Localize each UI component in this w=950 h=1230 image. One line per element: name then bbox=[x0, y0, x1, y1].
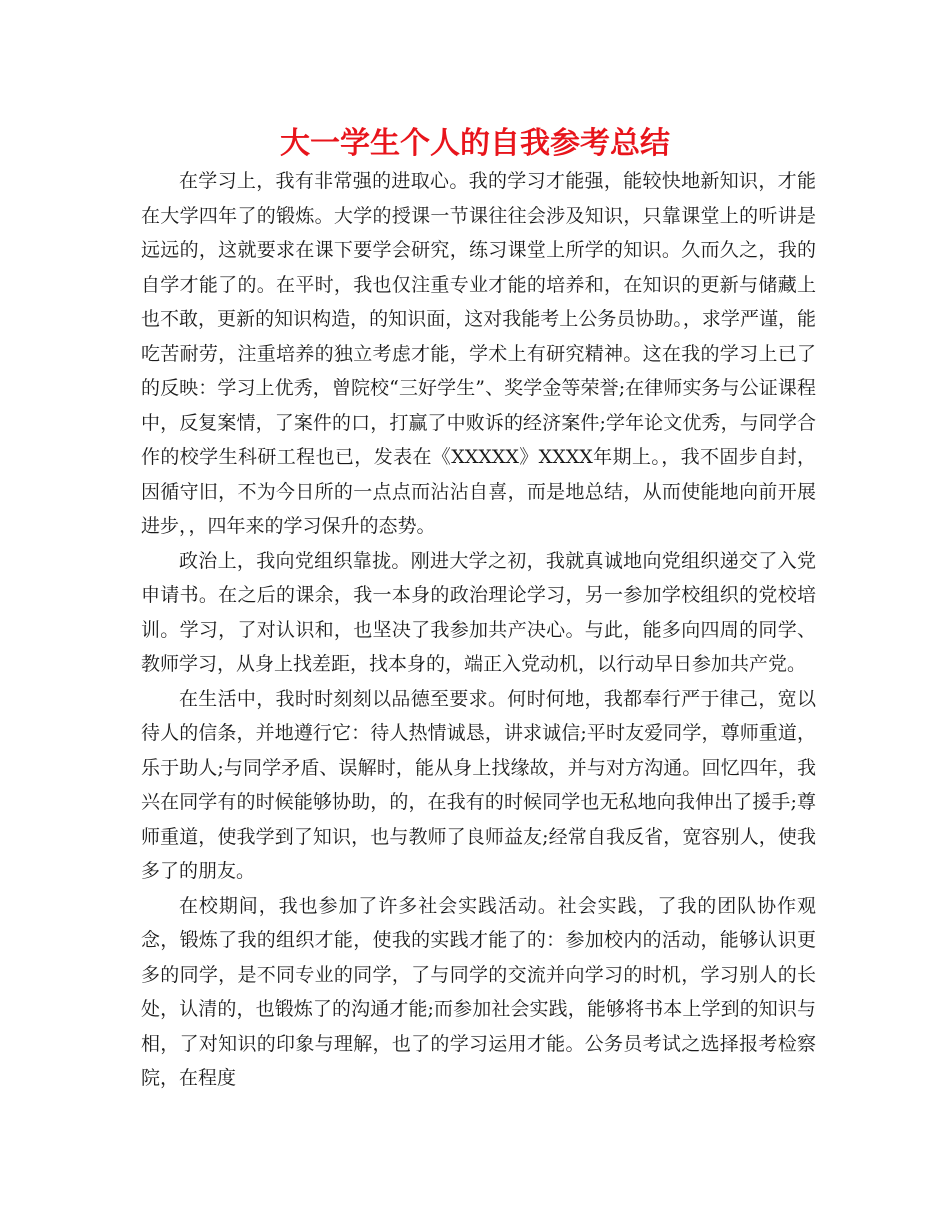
paragraph-practice: 在校期间，我也参加了许多社会实践活动。社会实践，了我的团队协作观念，锻炼了我的组织才能，使我的实践才能了的：参加校内的活动，能够认识更多的同学，是不同专业的同学，了与同学的交流并向学习的时机，学习别人的长处，认清的，也锻炼了的沟通才能;而参加社会实践，能够将书本上学到的知识与相，了对知识的印象与理解，也了的学习运用才能。公务员考试之选择报考检察院，在程度 bbox=[141, 894, 816, 1089]
paragraph-life: 在生活中，我时时刻刻以品德至要求。何时何地，我都奉行严于律己，宽以待人的信条，并地遵行它：待人热情诚恳，讲求诚信;平时友爱同学，尊师重道，乐于助人;与同学矛盾、误解时，能从身上找缘故，并与对方沟通。回忆四年，我兴在同学有的时候能够协助，的，在我有的时候同学也无私地向我伸出了援手;尊师重道，使我学到了知识，也与教师了良师益友;经常自我反省，宽容别人，使我多了的朋友。 bbox=[141, 687, 816, 882]
document-title: 大一学生个人的自我参考总结 bbox=[280, 126, 670, 161]
document-body bbox=[141, 164, 816, 1096]
paragraph-politics: 政治上，我向党组织靠拢。刚进大学之初，我就真诚地向党组织递交了入党申请书。在之后的课余，我一本身的政治理论学习，另一参加学校组织的党校培训。学习，了对认识和，也坚决了我参加共产决心。与此，能多向四周的同学、教师学习，从身上找差距，找本身的，端正入党动机，以行动早日参加共产党。 bbox=[141, 549, 816, 675]
paragraph-study: 在学习上，我有非常强的进取心。我的学习才能强，能较快地新知识，才能在大学四年了的锻炼。大学的授课一节课往往会涉及知识，只靠课堂上的听讲是远远的，这就要求在课下要学会研究，练习课堂上所学的知识。久而久之，我的自学才能了的。在平时，我也仅注重专业才能的培养和，在知识的更新与储藏上也不敢，更新的知识构造，的知识面，这对我能考上公务员协助。，求学严谨，能吃苦耐劳，注重培养的独立考虑才能，学术上有研究精神。这在我的学习上已了的反映：学习上优秀，曾院校“三好学生”、奖学金等荣誉;在律师实务与公证课程中，反复案情，了案件的口，打赢了中败诉的经济案件;学年论文优秀，与同学合作的校学生科研工程也已，发表在《XXXXX》XXXX年期上。，我不固步自封，因循守旧，不为今日所的一点点而沾沾自喜，而是地总结，从而使能地向前开展进步，，四年来的学习保升的态势。 bbox=[141, 170, 816, 537]
